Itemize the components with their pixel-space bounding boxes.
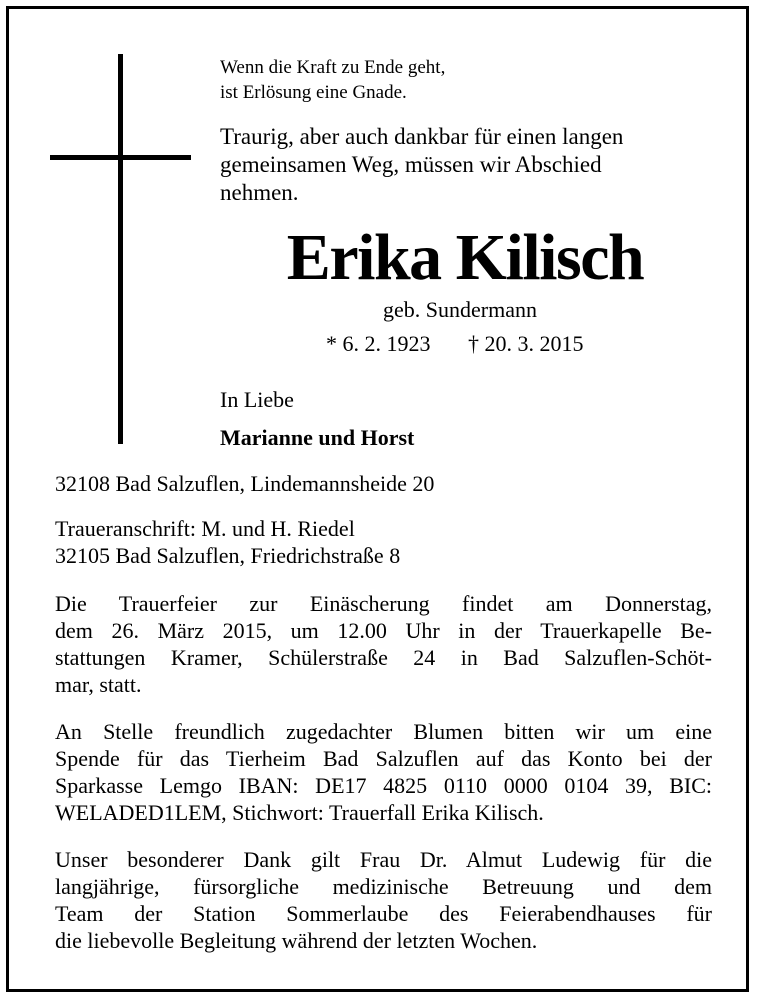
paragraph-line: Team der Station Sommerlaube des Feierabendhauses für	[55, 901, 712, 926]
paragraph-line: dem 26. März 2015, um 12.00 Uhr in der Trauerkapelle Be-	[55, 618, 712, 643]
paragraph-line: Spende für das Tierheim Bad Salzuflen auf das Konto bei der	[55, 746, 712, 771]
paragraph-line: stattungen Kramer, Schülerstraße 24 in Bad Salzuflen-Schöt-	[55, 645, 712, 670]
birth-date: * 6. 2. 1923	[326, 331, 431, 356]
motto-line: ist Erlösung eine Gnade.	[220, 82, 407, 103]
mourners-prefix: In Liebe	[220, 387, 294, 412]
paragraph-line: Die Trauerfeier zur Einäscherung findet am Donnerstag,	[55, 591, 712, 616]
address-line: 32105 Bad Salzuflen, Friedrichstraße 8	[55, 543, 401, 568]
intro-line: Traurig, aber auch dankbar für einen langen	[220, 124, 624, 149]
motto	[220, 55, 445, 105]
motto-line: Wenn die Kraft zu Ende geht,	[220, 57, 446, 78]
paragraph-line: die liebevolle Begleitung während der letzten Wochen.	[55, 928, 538, 953]
thanks-paragraph	[55, 846, 712, 954]
mourning-address	[55, 515, 712, 569]
intro-text	[220, 123, 623, 207]
mourners-names: Marianne und Horst	[220, 425, 415, 450]
paragraph-line: Unser besonderer Dank gilt Frau Dr. Almut Ludewig für die	[55, 847, 712, 872]
death-date: † 20. 3. 2015	[468, 331, 584, 356]
donation-paragraph	[55, 718, 712, 826]
deceased-name: Erika Kilisch	[286, 221, 644, 294]
ceremony-paragraph	[55, 590, 712, 698]
family-address	[55, 470, 712, 497]
paragraph-line: langjährige, fürsorgliche medizinische Betreuung und dem	[55, 874, 712, 899]
paragraph-line: Sparkasse Lemgo IBAN: DE17 4825 0110 0000 0104 39, BIC:	[55, 773, 712, 798]
paragraph-line: An Stelle freundlich zugedachter Blumen bitten wir um eine	[55, 719, 712, 744]
address-line: Traueranschrift: M. und H. Riedel	[55, 516, 355, 541]
paragraph-line: WELADED1LEM, Stichwort: Trauerfall Erika Kilisch.	[55, 800, 544, 825]
paragraph-line: mar, statt.	[55, 672, 142, 697]
maiden-name: geb. Sundermann	[383, 297, 537, 322]
cross-icon	[118, 54, 123, 444]
intro-line: gemeinsamen Weg, müssen wir Abschied	[220, 152, 602, 177]
intro-line: nehmen.	[220, 180, 299, 205]
cross-icon-bar	[50, 155, 191, 160]
address-line: 32108 Bad Salzuflen, Lindemannsheide 20	[55, 471, 435, 496]
